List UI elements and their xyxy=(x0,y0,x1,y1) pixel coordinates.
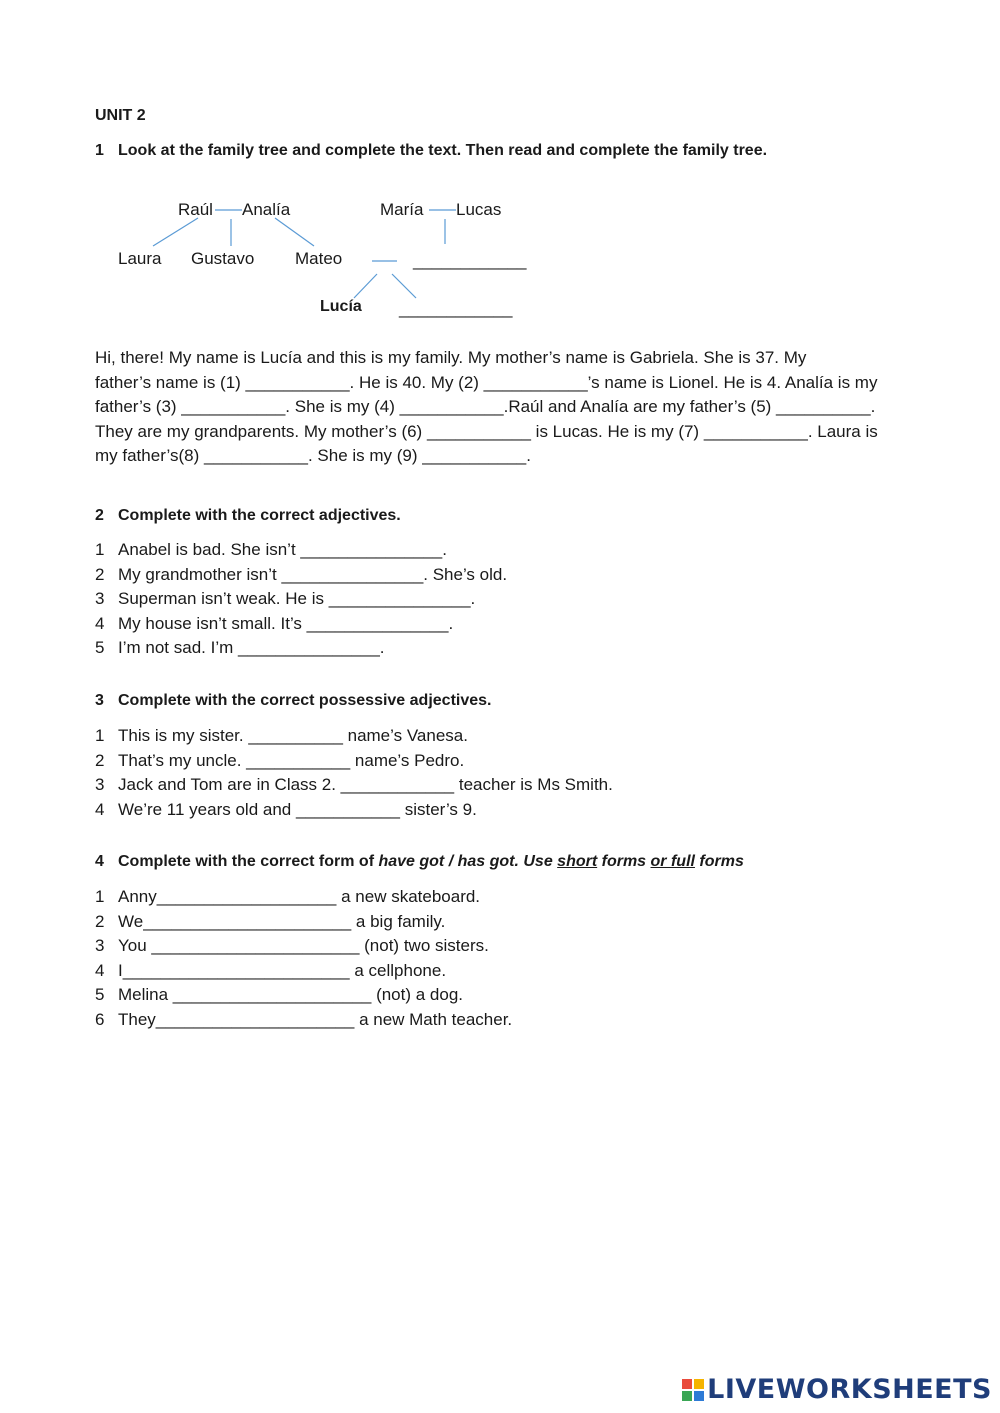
item-number: 3 xyxy=(95,589,105,609)
exercise-4-instruction xyxy=(118,853,744,870)
list-item[interactable] xyxy=(95,538,507,563)
item-number: 4 xyxy=(95,960,105,980)
item-text: We______________________ a big family. xyxy=(118,911,446,931)
item-text: Anny___________________ a new skateboard. xyxy=(118,887,481,906)
list-item[interactable] xyxy=(95,934,512,959)
item-number: 2 xyxy=(95,911,105,931)
list-item[interactable] xyxy=(95,959,512,984)
list-item[interactable] xyxy=(95,563,507,588)
tree-blank-spouse[interactable]: ____________ xyxy=(413,251,527,270)
tree-analia: Analía xyxy=(242,200,291,219)
item-text: Melina _____________________ (not) a dog. xyxy=(118,985,464,1005)
item-text: Anabel is bad. She isn’t _______________. xyxy=(118,540,447,559)
tree-lucas: Lucas xyxy=(456,200,502,219)
tree-laura: Laura xyxy=(118,249,162,268)
list-item[interactable] xyxy=(95,1008,512,1033)
item-text: We’re 11 years old and ___________ sister’s 9. xyxy=(118,799,477,819)
tree-raul: Raúl xyxy=(178,200,213,219)
item-number: 1 xyxy=(95,540,105,559)
exercise-3-number: 3 xyxy=(95,692,104,709)
item-text: This is my sister. __________ name’s Vanesa. xyxy=(118,726,468,745)
item-number: 3 xyxy=(95,936,105,956)
list-item[interactable] xyxy=(95,636,507,661)
liveworksheets-logo[interactable] xyxy=(682,1374,992,1405)
exercise-3-instruction: Complete with the correct possessive adjectives. xyxy=(118,692,492,709)
instruction-part: . Use xyxy=(514,853,558,870)
list-item[interactable] xyxy=(95,910,512,935)
item-number: 2 xyxy=(95,564,105,584)
instruction-part: Complete with the correct form of xyxy=(118,853,379,870)
list-item[interactable] xyxy=(95,773,613,798)
exercise-2-instruction: Complete with the correct adjectives. xyxy=(118,507,401,524)
list-item[interactable] xyxy=(95,983,512,1008)
paragraph-line: They are my grandparents. My mother’s (6) ___________ is Lucas. He is my (7) ___________. Laura is xyxy=(95,421,878,441)
item-number: 4 xyxy=(95,799,105,819)
item-number: 6 xyxy=(95,1009,105,1029)
item-number: 5 xyxy=(95,985,105,1005)
item-number: 3 xyxy=(95,775,105,795)
item-number: 2 xyxy=(95,750,105,770)
exercise-2-list xyxy=(95,538,507,661)
item-text: I’m not sad. I’m _______________. xyxy=(118,638,385,658)
item-text: Superman isn’t weak. He is _______________. xyxy=(118,589,476,609)
list-item[interactable] xyxy=(95,749,613,774)
tree-gustavo: Gustavo xyxy=(191,249,255,268)
tree-mateo: Mateo xyxy=(295,249,343,268)
exercise-2-number: 2 xyxy=(95,507,104,524)
item-text: That’s my uncle. ___________ name’s Pedro. xyxy=(118,750,465,770)
item-text: My grandmother isn’t _______________. She’s old. xyxy=(118,564,508,584)
item-number: 4 xyxy=(95,613,105,633)
item-number: 5 xyxy=(95,638,105,658)
tree-line-to-lucia xyxy=(354,274,377,298)
exercise-4-heading xyxy=(95,853,744,871)
paragraph-line: father’s (3) ___________. She is my (4) ___________.Raúl and Analía are my father’s (5) __________. xyxy=(95,397,876,417)
list-item[interactable] xyxy=(95,798,613,823)
tree-lucia: Lucía xyxy=(320,298,362,315)
list-item[interactable] xyxy=(95,612,507,637)
item-number: 1 xyxy=(95,726,105,745)
instruction-part: forms xyxy=(597,853,651,870)
tree-line-to-sibling xyxy=(392,274,416,298)
item-text: I________________________ a cellphone. xyxy=(118,960,447,980)
logo-text: LIVEWORKSHEETS xyxy=(707,1374,992,1405)
paragraph-line: Hi, there! My name is Lucía and this is my family. My mother’s name is Gabriela. She is 37. My xyxy=(95,348,807,367)
item-number: 1 xyxy=(95,887,105,906)
exercise-1-number: 1 xyxy=(95,142,104,159)
exercise-3-heading xyxy=(95,692,491,710)
family-tree-lines xyxy=(0,0,1000,330)
instruction-emphasis: have got / has got xyxy=(378,853,515,870)
item-text: They_____________________ a new Math teacher. xyxy=(118,1009,513,1029)
instruction-part: forms xyxy=(694,853,744,870)
instruction-underlined: or full xyxy=(650,853,695,870)
tree-line-to-mateo xyxy=(275,218,314,246)
item-text: My house isn’t small. It’s _______________. xyxy=(118,613,454,633)
list-item[interactable] xyxy=(95,587,507,612)
exercise-1-text xyxy=(95,346,930,469)
family-tree xyxy=(0,0,1000,330)
tree-blank-sibling[interactable]: ____________ xyxy=(399,299,513,318)
exercise-1-instruction: Look at the family tree and complete the text. Then read and complete the family tree. xyxy=(118,142,768,159)
paragraph-line: father’s name is (1) ___________. He is 40. My (2) ___________’s name is Lionel. He is 4. Analía is my xyxy=(95,372,878,392)
logo-grid-icon xyxy=(682,1379,704,1401)
exercise-3-list xyxy=(95,724,613,822)
unit-title: UNIT 2 xyxy=(95,107,146,124)
list-item[interactable] xyxy=(95,724,613,749)
exercise-4-number: 4 xyxy=(95,853,104,870)
exercise-4-list xyxy=(95,885,512,1033)
instruction-underlined: short xyxy=(557,853,598,870)
exercise-2-heading xyxy=(95,507,401,525)
item-text: Jack and Tom are in Class 2. ____________ teacher is Ms Smith. xyxy=(118,775,613,795)
list-item[interactable] xyxy=(95,885,512,910)
tree-line-to-laura xyxy=(153,218,198,246)
paragraph-line: my father’s(8) ___________. She is my (9) ___________. xyxy=(95,446,531,466)
tree-maria: María xyxy=(380,200,424,219)
item-text: You ______________________ (not) two sisters. xyxy=(118,936,489,956)
